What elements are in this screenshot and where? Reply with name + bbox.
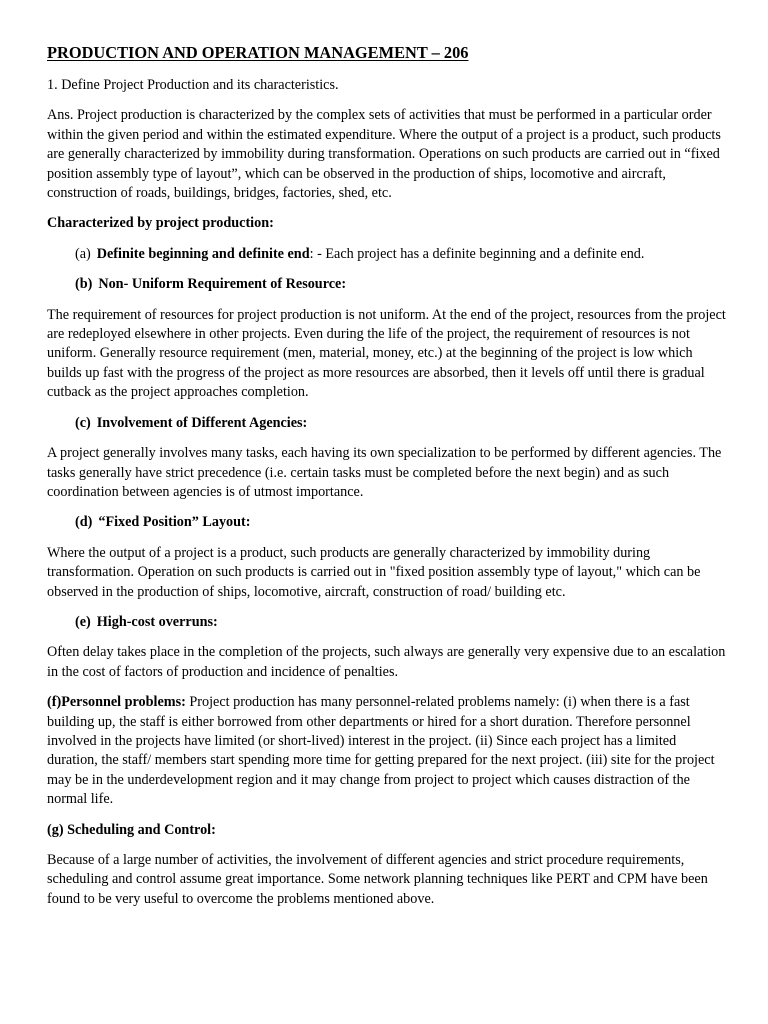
item-g-term: Scheduling and Control: xyxy=(67,821,216,838)
item-g-heading xyxy=(47,821,727,840)
item-b-heading xyxy=(75,275,727,294)
section-heading: Characterized by project production: xyxy=(47,215,274,232)
item-c-term: Involvement of Different Agencies: xyxy=(96,414,308,431)
item-e-term: High-cost overruns: xyxy=(96,613,218,630)
answer-paragraph: Ans. Project production is characterized by the complex sets of activities that must be performed in a particular order within the given period and within the estimated expenditure. Where the output of a project is a product, such products are generally characterized by immobility during transformation. Operations on such products are carried out in “fixed position assembly type of layout”, which can be observed in the production of ships, locomotive and aircraft, construction of roads, buildings, bridges, factories, shed, etc. xyxy=(47,107,721,202)
item-a xyxy=(75,245,727,264)
item-e-marker: (e) xyxy=(75,613,91,630)
item-g-marker: (g) xyxy=(47,821,64,838)
item-g-text: Because of a large number of activities, the involvement of different agencies and strict procedure requirements, scheduling and control assume great importance. Some network planning techniques like PERT and CPM have been found to be very useful to overcome the problems mentioned above. xyxy=(47,852,708,907)
item-c-marker: (c) xyxy=(75,414,91,431)
question-text: 1. Define Project Production and its characteristics. xyxy=(47,77,339,93)
item-d-term: “Fixed Position” Layout: xyxy=(98,514,251,531)
document-page xyxy=(47,42,727,920)
item-d-heading xyxy=(75,513,727,532)
item-b-text: The requirement of resources for project production is not uniform. At the end of the project, resources from the project are redeployed elsewhere in other projects. Even during the life of the project, the requirement of resources is not uniform. Generally resource requirement (men, material, money, etc.) at the beginning of the project is low which builds up fast with the progress of the project as more resources are absorbed, then it levels off until there is gradual cutback as the project approaches completion. xyxy=(47,306,726,401)
item-f-marker: (f) xyxy=(47,694,62,711)
item-e-heading xyxy=(75,613,727,632)
item-d-marker: (d) xyxy=(75,514,93,531)
item-a-text: : - Each project has a definite beginning and a definite end. xyxy=(309,245,645,262)
item-f-term: Personnel problems: xyxy=(61,694,186,711)
item-a-marker: (a) xyxy=(75,245,91,262)
item-b-term: Non- Uniform Requirement of Resource: xyxy=(98,276,347,293)
item-b-marker: (b) xyxy=(75,276,93,293)
item-c-text: A project generally involves many tasks, each having its own specialization to be performed by different agencies. The tasks generally have strict precedence (i.e. certain tasks must be completed before the next begin) and as such coordination between agencies is of utmost importance. xyxy=(47,445,722,500)
item-e-text: Often delay takes place in the completion of the projects, such always are generally very expensive due to an escalation in the cost of factors of production and incidence of penalties. xyxy=(47,644,726,680)
item-a-term: Definite beginning and definite end xyxy=(96,245,310,262)
item-c-heading xyxy=(75,414,727,433)
document-title: PRODUCTION AND OPERATION MANAGEMENT – 206 xyxy=(47,43,469,62)
item-f xyxy=(47,693,727,809)
item-f-text: Project production has many personnel-related problems namely: (i) when there is a fast building up, the staff is either borrowed from other departments or hired for a short duration. Therefore personnel involved in the projects have limited (or short-lived) interest in the project. (ii) Since each project has a limited duration, the staff/ members start spending more time for getting prepared for the next project. (iii) site for the project may be in the underdevelopment region and it may change from project to project which causes distraction of the normal life. xyxy=(47,694,715,808)
item-d-text: Where the output of a project is a product, such products are generally characterized by immobility during transformation. Operation on such products is carried out in "fixed position assembly type of layout," which can be observed in the production of ships, locomotive, aircraft, construction of road/ building etc. xyxy=(47,544,701,600)
